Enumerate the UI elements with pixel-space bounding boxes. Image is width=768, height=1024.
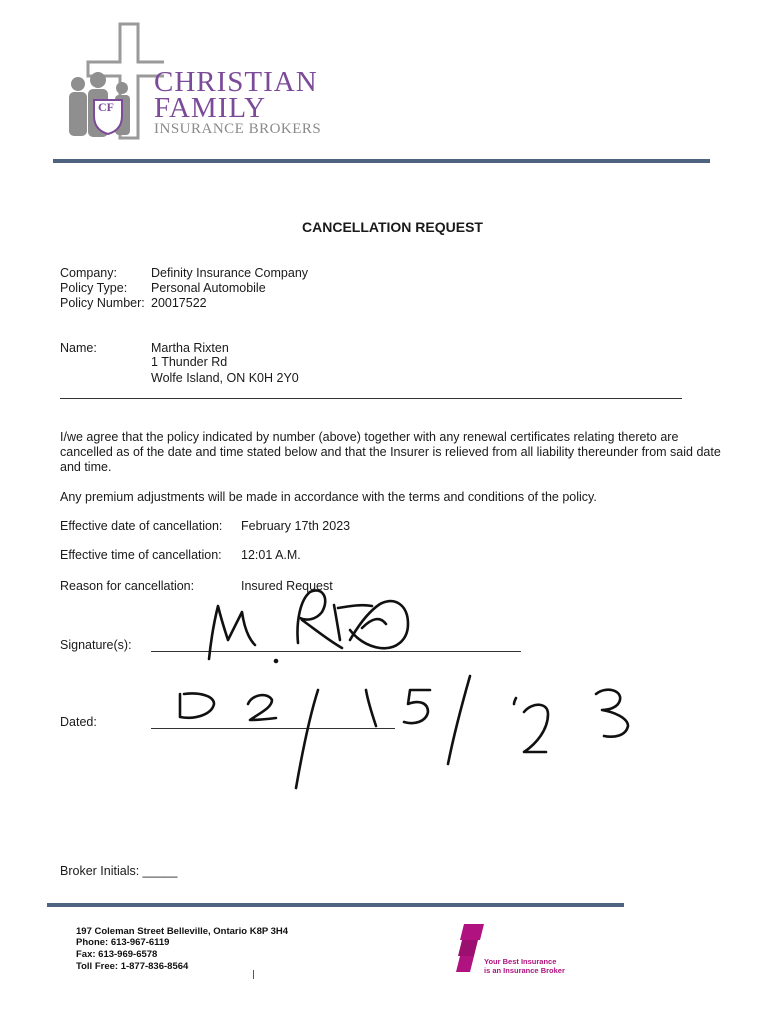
policy-number-label: Policy Number: <box>60 296 145 310</box>
policy-type-value: Personal Automobile <box>151 281 266 295</box>
handwritten-date <box>180 676 628 788</box>
effective-time-value: 12:01 A.M. <box>241 548 301 562</box>
footer-toll-free: Toll Free: 1-877-836-8564 <box>76 961 189 972</box>
policy-number-value: 20017522 <box>151 296 207 310</box>
name-label: Name: <box>60 341 97 355</box>
brand-name-line3: INSURANCE BROKERS <box>154 121 322 137</box>
effective-date-value: February 17th 2023 <box>241 519 351 533</box>
effective-time-label: Effective time of cancellation: <box>60 548 222 562</box>
policy-type-label: Policy Type: <box>60 281 128 295</box>
signature-line[interactable] <box>151 651 521 652</box>
footer-tagline-line1: Your Best Insurance <box>484 957 557 966</box>
effective-date-label: Effective date of cancellation: <box>60 519 223 533</box>
reason-value: Insured Request <box>241 579 333 593</box>
footer-fax: Fax: 613-969-6578 <box>76 949 158 960</box>
emblem-text: CF <box>98 100 114 114</box>
section-divider <box>60 398 682 399</box>
dated-label: Dated: <box>60 715 97 729</box>
footer-tagline-line2: is an Insurance Broker <box>484 965 565 975</box>
brand-name-line1: CHRISTIAN <box>154 66 318 98</box>
premium-paragraph: Any premium adjustments will be made in accordance with the terms and conditions of the policy. <box>60 490 597 504</box>
reason-label: Reason for cancellation: <box>60 579 195 593</box>
name-value: Martha Rixten <box>151 341 229 355</box>
address-line1: 1 Thunder Rd <box>151 355 228 369</box>
header-divider <box>53 159 710 163</box>
footer-address: 197 Coleman Street Belleville, Ontario K8P 3H4 <box>76 926 289 937</box>
broker-network-logo-icon <box>456 922 486 974</box>
signature-label: Signature(s): <box>60 638 132 652</box>
cross-family-icon <box>64 20 164 142</box>
company-label: Company: <box>60 266 117 280</box>
brand-name-line2: FAMILY <box>154 92 267 124</box>
address-line2: Wolfe Island, ON K0H 2Y0 <box>151 371 299 385</box>
date-line[interactable] <box>151 728 395 729</box>
page-tick-mark <box>253 970 254 979</box>
footer-tagline <box>484 958 565 975</box>
agreement-paragraph: I/we agree that the policy indicated by number (above) together with any renewal certificates relating thereto are cancelled as of the date and time stated below and that the Insurer is relieved from all liability thereunder from said date and time. <box>60 430 721 474</box>
footer-phone: Phone: 613-967-6119 <box>76 937 170 948</box>
company-value: Definity Insurance Company <box>151 266 309 280</box>
footer-divider <box>47 903 624 907</box>
broker-initials-label: Broker Initials: _____ <box>60 864 178 878</box>
document-title: CANCELLATION REQUEST <box>302 219 483 235</box>
